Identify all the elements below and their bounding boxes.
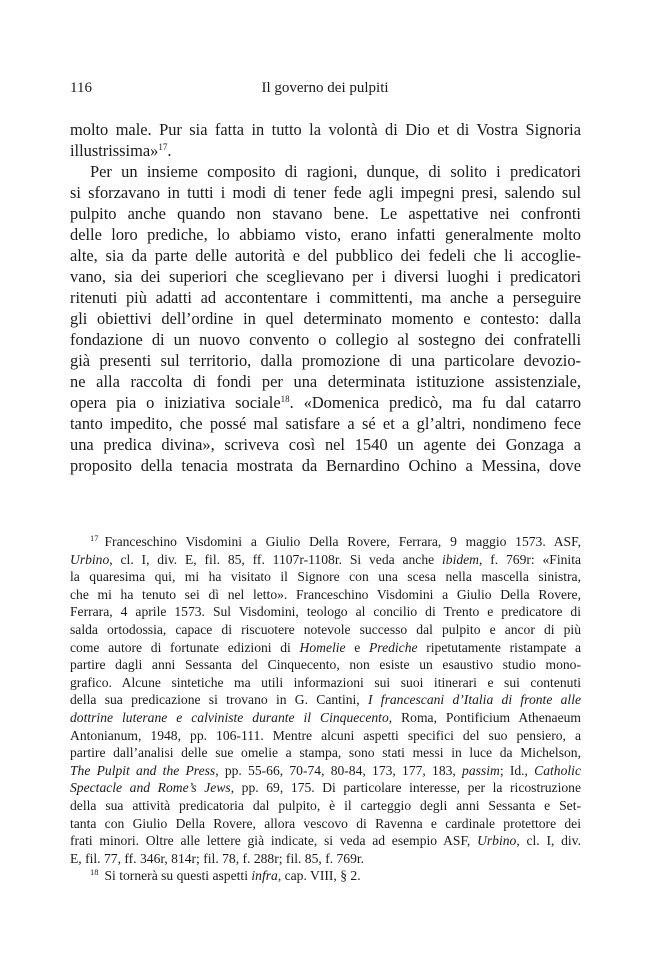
footnote-line <box>70 832 581 850</box>
footnote-line <box>70 779 581 797</box>
text-fragment: Spectacle and Rome’s Jews <box>70 780 231 796</box>
text-fragment: Urbino <box>477 833 517 849</box>
text-fragment: , cl. I, div. <box>516 833 581 849</box>
text-fragment: , cap. VIII, § 2. <box>277 868 361 884</box>
text-line: ne alla raccolta di fondi per una determinata istituzione assistenziale, <box>70 372 581 391</box>
text-fragment: Si tornerà su questi aspetti <box>104 868 252 884</box>
text-fragment: ; Id., <box>499 762 535 778</box>
text-fragment: frati minori. Oltre alle lettere già indicate, si veda ad esempio ASF, <box>70 833 478 849</box>
text-fragment: infra <box>251 868 278 884</box>
footnote-17 <box>70 533 581 551</box>
footnote-number: 17 <box>90 533 99 543</box>
footnote-line: che mi ha tenuto sei dì nel letto». Franceschino Visdomini a Giulio Della Rovere, <box>70 586 581 602</box>
footnote-line: tanta con Giulio Della Rovere, allora vescovo di Ravenna e cardinale protettore dei <box>70 815 581 831</box>
text-fragment: Franceschino Visdomini a Giulio Della Rovere, Ferrara, 9 maggio 1573. ASF, <box>104 534 581 549</box>
footnote-line: della sua attività predicatoria dal pulpito, è il carteggio degli anni Sessanta e Set- <box>70 797 581 813</box>
footnote-18 <box>70 867 581 885</box>
text-fragment: , Roma, Pontificium Athenaeum <box>388 709 581 725</box>
text-line: Per un insieme composito di ragioni, dunque, di solito i predicatori <box>90 162 581 181</box>
footnote-line: Ferrara, 4 aprile 1573. Sul Visdomini, teologo al concilio di Trento e predicatore di <box>70 604 581 620</box>
footnote-line: Antonianum, 1948, pp. 106-111. Mentre alcuni aspetti specifici del suo pensiero, a <box>70 727 581 743</box>
text-fragment: Prediche <box>368 639 418 655</box>
footnote-line <box>70 551 581 569</box>
text-fragment: dottrine luterane e calviniste durante il Cinquecento <box>70 709 389 725</box>
text-fragment: Urbino <box>70 551 110 567</box>
text-fragment: passim <box>462 762 500 778</box>
footnote-line: la quaresima qui, mi ha visitato il Signore con una scesa nella mascella sinistra, <box>70 569 581 585</box>
text-fragment: I francescani d’Italia di fronte alle <box>367 692 582 708</box>
running-head: Il governo dei pulpiti <box>261 80 389 96</box>
page-number: 116 <box>70 80 92 96</box>
text-line: molto male. Pur sia fatta in tutto la volontà di Dio et di Vostra Signoria <box>70 120 581 139</box>
footnote-line: grafico. Alcune sintetiche ma utili informazioni sui suoi itinerari e sui contenuti <box>70 674 581 690</box>
text-fragment: , f. 769r: «Finita <box>479 551 582 567</box>
text-fragment: della sua predicazione si trovano in G. Cantini, <box>70 692 368 708</box>
text-line: vano, sia dei superiori che sceglievano per i diversi luoghi i predicatori <box>70 267 581 286</box>
text-line: illustrissima»$^{17}$. <box>70 141 172 160</box>
footnote-line: E, fil. 77, ff. 346r, 814r; fil. 78, f. 288r; fil. 85, f. 769r. <box>70 850 365 866</box>
text-line: una predica divina», scriveva così nel 1540 un agente dei Gonzaga a <box>70 435 581 454</box>
text-line: ritenuti più adatti ad accontentare i committenti, ma anche a perseguire <box>70 288 581 307</box>
text-fragment: illustrissima» <box>70 141 159 160</box>
text-line: gli obiettivi dell’ordine in quel determinato momento e contesto: dalla <box>70 309 581 328</box>
text-fragment: , pp. 69, 175. Di particolare interesse, per la ricostruzione <box>230 780 581 796</box>
text-line: proposito della tenacia mostrata da Bernardino Ochino a Messina, dove <box>70 456 581 475</box>
text-fragment: The Pulpit and the Press <box>70 762 216 778</box>
text-fragment: Homelie <box>299 639 346 655</box>
text-fragment: ripetutamente ristampate a <box>417 639 581 655</box>
text-fragment: . «Domenica predicò, ma fu dal catarro <box>289 393 582 412</box>
text-line: tanto impedito, che possé mal satisfare a sé et a gl’altri, nondimeno fece <box>70 414 581 433</box>
text-fragment: , cl. I, div. E, fil. 85, ff. 1107r-1108r. Si veda anche <box>109 551 442 567</box>
footnotes <box>70 533 581 885</box>
footnote-ref-18[interactable]: 18 <box>280 394 290 404</box>
text-line: fondazione di un nuovo convento o collegio al sostegno dei confratelli <box>70 330 581 349</box>
footnote-line: partire dall’analisi delle sue omelie a stampa, sono stati messi in luce da Michelson, <box>70 745 581 761</box>
footnote-line <box>70 762 581 780</box>
text-line: già presenti sul territorio, dalla promozione di una particolare devozio- <box>70 351 581 370</box>
footnote-line <box>70 709 581 727</box>
footnote-line <box>70 691 581 709</box>
footnote-line: salda ortodossia, capace di riscuotere notevole successo dal pulpito e ancor di più <box>70 621 581 637</box>
footnote-ref-17[interactable]: 17 <box>158 142 168 152</box>
text-fragment: e <box>345 639 369 655</box>
page-header <box>70 80 580 100</box>
footnote-line <box>70 639 581 657</box>
text-fragment: come autore di fortunate edizioni di <box>70 639 300 655</box>
text-fragment: , pp. 55-66, 70-74, 80-84, 173, 177, 183, <box>215 762 463 778</box>
text-line: alte, sia da parte delle autorità e del pubblico dei fedeli che li accoglie- <box>70 246 581 265</box>
footnote-line: partire dagli anni Sessanta del Cinquecento, non esiste un esaustivo studio mono- <box>70 657 581 673</box>
main-text <box>70 119 581 476</box>
text-line: si sforzavano in tutti i modi di tener fede agli impegni presi, salendo sul <box>70 183 581 202</box>
text-line <box>70 392 581 413</box>
text-line: delle loro prediche, lo abbiamo visto, erano infatti generalmente molto <box>70 225 581 244</box>
text-line: pulpito anche quando non stavano bene. Le aspettative nei confronti <box>70 204 581 223</box>
text-fragment: ibidem <box>442 551 479 567</box>
footnote-number: 18 <box>90 867 99 878</box>
text-fragment: opera pia o iniziativa sociale <box>70 393 281 412</box>
text-fragment: Catholic <box>534 762 581 778</box>
